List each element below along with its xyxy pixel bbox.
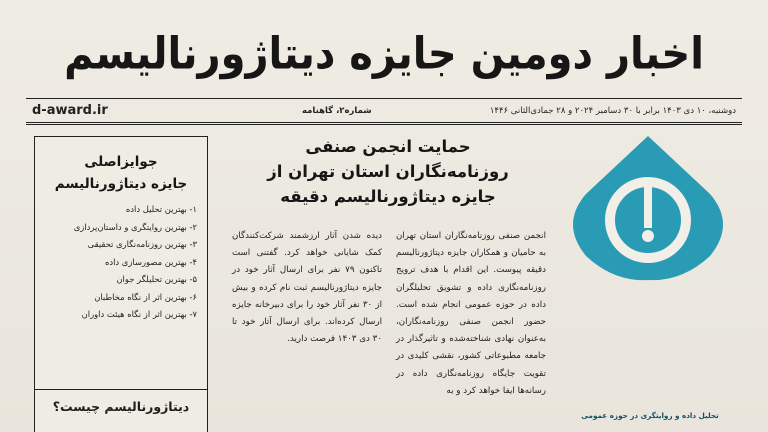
masthead-rule-bottom (26, 122, 742, 123)
list-item: ۵- بهترین تحلیلگر جوان (116, 274, 197, 284)
list-item: ۲- بهترین روایتگری و داستان‌پردازی (73, 221, 197, 232)
list-item: ۳- بهترین روزنامه‌نگاری تحقیقی (87, 239, 197, 249)
list-item: ۶- بهترین اثر از نگاه مخاطبان (94, 291, 197, 302)
article-column-right: انجمن صنفی روزنامه‌نگاران استان تهران به حامیان و همکاران جایزه دیتاژورنالیسم دقیقه پیوست. این اقدام با هدف ترویج روزنامه‌نگاری داده و تشویق تحلیلگران داده در حوزه عمومی انجام شده است. حضور انجمن صنفی روزنامه‌نگاران، به‌عنوان نهادی شناخته‌شده و تاثیرگذار در جامعه مطبوعاتی کشور، نقشی کلیدی در تقویت جایگاه روزنامه‌نگاری داده در رسانه‌ها ایفا خواهد کرد و به (396, 231, 546, 396)
issue-date: دوشنبه، ۱۰ دی ۱۴۰۳ برابر با ۳۰ دسامبر ۲۰۲۴ و ۲۸ جمادی‌الثانی ۱۴۴۶ (489, 106, 736, 116)
masthead-rule-bottom-2 (26, 124, 742, 125)
headline-line3: جایزه دیتاژورنالیسم دقیقه (280, 187, 496, 206)
masthead (0, 14, 768, 94)
award-branding (556, 132, 742, 432)
award-tagline: تحلیل داده و روایتگری در حوزه عمومی (581, 411, 719, 420)
headline-line2: روزنامه‌نگاران استان تهران از (267, 162, 509, 181)
sidebar-title-line2: جایزه دیتاژورنالیسم (54, 176, 188, 192)
masthead-title: اخبار دومین جایزه دیتاژورنالیسم (64, 28, 704, 80)
awards-sidebar (34, 136, 208, 432)
sidebar-section2-title: دیتاژورنالیسم چیست؟ (52, 399, 190, 414)
issue-number: شماره۲، گاهنامه (302, 106, 372, 116)
info-bar (32, 103, 736, 121)
list-item: ۱- بهترین تحلیل داده (125, 204, 197, 214)
award-logo-icon (560, 132, 736, 282)
headline-line1: حمایت انجمن صنفی (305, 137, 471, 156)
sidebar-title (35, 137, 207, 195)
awards-list (35, 195, 207, 324)
masthead-rule-top (26, 98, 742, 99)
article-headline (228, 134, 548, 209)
list-item: ۷- بهترین اثر از نگاه هیئت داوران (81, 309, 197, 319)
site-link[interactable]: d-award.ir (32, 103, 108, 118)
sidebar-divider (35, 389, 207, 390)
list-item: ۴- بهترین مصورسازی داده (104, 256, 197, 267)
sidebar-title-line1: جوایزاصلی (84, 154, 158, 170)
article-column-left: دیده شدن آثار ارزشمند شرکت‌کنندگان کمک شایانی خواهد کرد. گفتنی است تاکنون ۷۹ نفر برای ارسال آثار خود در جایزه دیتاژورنالیسم ثبت نام کرده و بیش از ۳۰ نفر آثار خود را برای دبیرخانه جایزه ارسال کرده‌اند. برای ارسال آثار خود تا ۳۰ دی ۱۴۰۳ فرصت دارید. (232, 231, 382, 345)
